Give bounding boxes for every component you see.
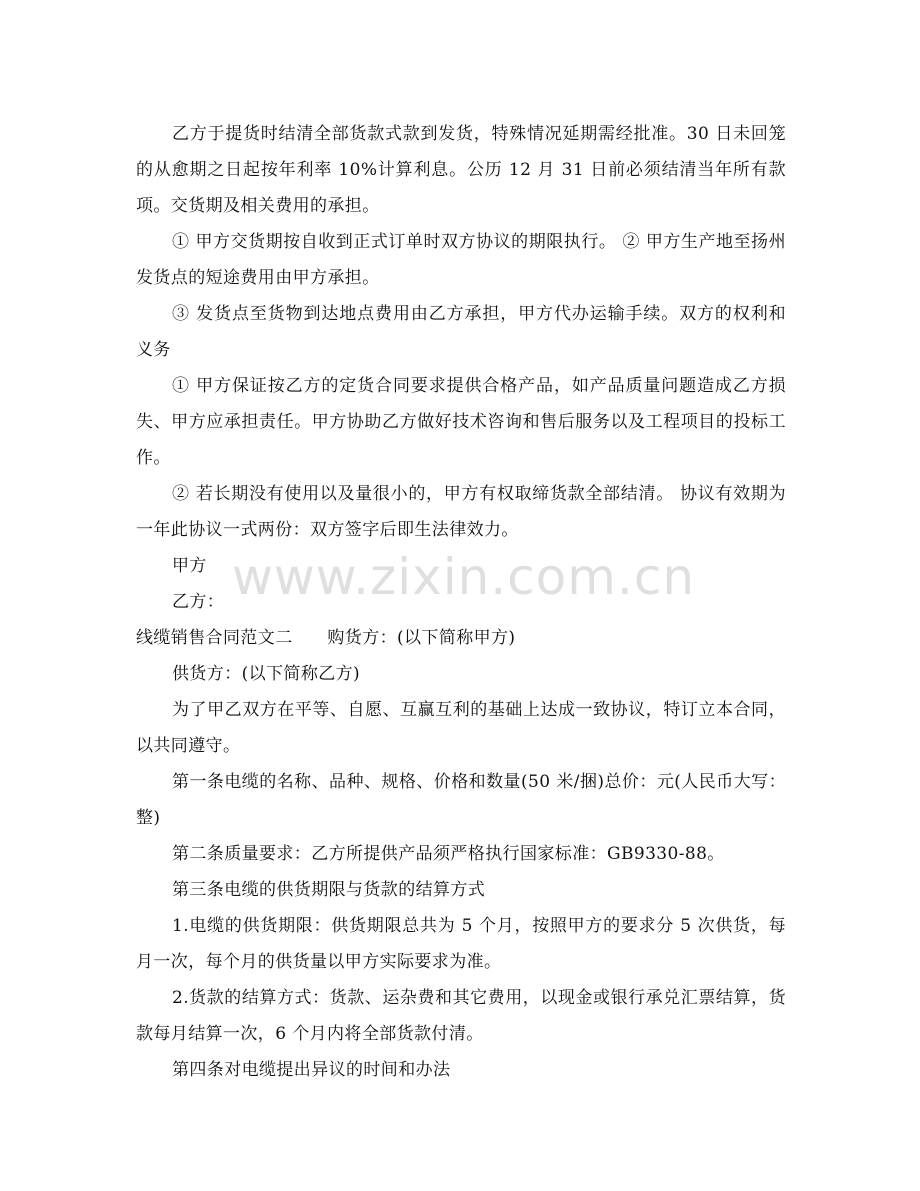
paragraph-validity: ② 若长期没有使用以及量很小的，甲方有权取缔货款全部结清。 协议有效期为一年此协议一式两份：双方签字后即生法律效力。	[136, 484, 786, 540]
paragraph-payment-terms: 乙方于提货时结清全部货款式款到发货，特殊情况延期需经批准。30 日未回笼的从愈期之日起按年利率 10%计算利息。公历 12 月 31 日前必须结清当年所有款项。交货期及相关费用的承担。	[136, 124, 786, 216]
article-3-heading: 第三条电缆的供货期限与货款的结算方式	[172, 880, 486, 900]
paragraph-freight-cost: ③ 发货点至货物到达地点费用由乙方承担，甲方代办运输手续。双方的权利和义务	[136, 304, 786, 360]
paragraph-delivery-period: ① 甲方交货期按自收到正式订单时双方协议的期限执行。 ② 甲方生产地至扬州发货点的短途费用由甲方承担。	[136, 232, 786, 288]
contract-title-line: 线缆销售合同范文二 购货方：(以下简称甲方)	[136, 628, 516, 648]
supplier-line: 供货方：(以下简称乙方)	[172, 664, 361, 684]
party-b-label: 乙方：	[172, 592, 225, 612]
article-2: 第二条质量要求：乙方所提供产品须严格执行国家标准：GB9330-88。	[172, 844, 725, 864]
watermark: www.zixin.com.cn	[232, 548, 696, 606]
party-a-label: 甲方	[172, 556, 207, 576]
article-1: 第一条电缆的名称、品种、规格、价格和数量(50 米/捆)总价：元(人民币大写：整)	[136, 772, 786, 828]
article-4-heading: 第四条对电缆提出异议的时间和办法	[172, 1060, 451, 1080]
paragraph-quality-guarantee: ① 甲方保证按乙方的定货合同要求提供合格产品，如产品质量问题造成乙方损失、甲方应承担责任。甲方协助乙方做好技术咨询和售后服务以及工程项目的投标工作。	[136, 376, 786, 468]
article-3-item-1: 1.电缆的供货期限：供货期限总共为 5 个月，按照甲方的要求分 5 次供货，每月一次，每个月的供货量以甲方实际要求为准。	[136, 916, 786, 972]
article-3-item-2: 2.货款的结算方式：货款、运杂费和其它费用，以现金或银行承兑汇票结算，货款每月结算一次，6 个月内将全部货款付清。	[136, 988, 786, 1044]
paragraph-preamble: 为了甲乙双方在平等、自愿、互赢互利的基础上达成一致协议，特订立本合同，以共同遵守。	[136, 700, 786, 756]
